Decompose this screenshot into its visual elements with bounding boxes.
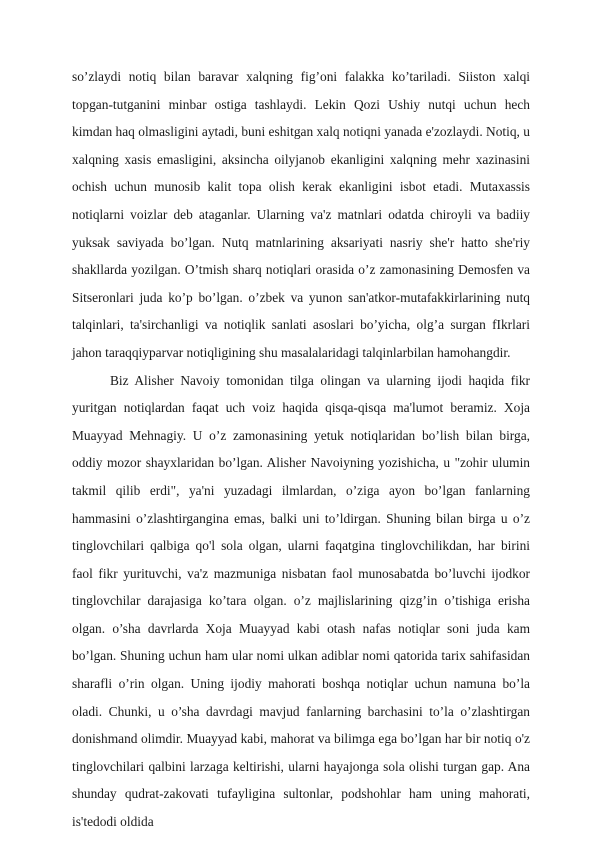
document-page <box>72 63 530 836</box>
paragraph-1: so’zlaydi notiq bilan baravar xalqning fig’oni falakka ko’tariladi. Siiston xalqi topgan-tutganini minbar ostiga tashlaydi. Lekin Qozi Ushiy nutqi uchun hech kimdan haq olmasligini aytadi, buni eshitgan xalq notiqni yanada e'zozlaydi. Notiq, u xalqning xasis emasligini, aksincha oilyjanob ekanligini xalqning mehr xazinasini ochish uchun munosib kalit topa olish kerak ekanligini isbot etadi. Mutaxassis notiqlarni voizlar deb ataganlar. Ularning va'z matnlari odatda chiroyli va badiiy yuksak saviyada bo’lgan. Nutq matnlarining aksariyati nasriy she'r hatto she'riy shakllarda yozilgan. O’tmish sharq notiqlari orasida o’z zamonasining Demosfen va Sitseronlari juda ko’p bo’lgan. o’zbek va yunon san'atkor-mutafakkirlarining nutq talqinlari, ta'sirchanligi va notiqlik sanlati asoslari bo’yicha, olg’a surgan fIkrlari jahon taraqqiyparvar notiqligining shu masalalaridagi talqinlarbilan hamohangdir. <box>72 69 530 360</box>
paragraph-2: Biz Alisher Navoiy tomonidan tilga olingan va ularning ijodi haqida fikr yuritgan notiqlardan faqat uch voiz haqida qisqa-qisqa ma'lumot beramiz. Xoja Muayyad Mehnagiy. U o’z zamonasining yetuk notiqlaridan bo’lish bilan birga, oddiy mozor shayxlaridan bo’lgan. Alisher Navoiyning yozishicha, u "zohir ulumin takmil qilib erdi", ya'ni yuzadagi ilmlardan, o’ziga ayon bo’lgan fanlarning hammasini o’zlashtirgangina emas, balki uni to’ldirgan. Shuning bilan birga u o’z tinglovchilari qalbiga qo'l sola olgan, ularni faqatgina tinglovchilikdan, har birini faol fikr yurituvchi, va'z mazmuniga nisbatan faol munosabatda bo’luvchi ijodkor tinglovchilar darajasiga ko’tara olgan. o’z majlislarining qizg’in o’tishiga erisha olgan. o’sha davrlarda Xoja Muayyad kabi otash nafas notiqlar soni juda kam bo’lgan. Shuning uchun ham ular nomi ulkan adiblar nomi qatorida tarix sahifasidan sharafli o’rin olgan. Uning ijodiy mahorati boshqa notiqlar uchun namuna bo’la oladi. Chunki, u o’sha davrdagi mavjud fanlarning barchasini to’la o’zlashtirgan donishmand olimdir. Muayyad kabi, mahorat va bilimga ega bo’lgan har bir notiq o'z tinglovchilari qalbini larzaga keltirishi, ularni hayajonga sola olishi turgan gap. Ana shunday qudrat-zakovati tufayligina sultonlar, podshohlar ham uning mahorati, is'tedodi oldida <box>72 372 530 830</box>
